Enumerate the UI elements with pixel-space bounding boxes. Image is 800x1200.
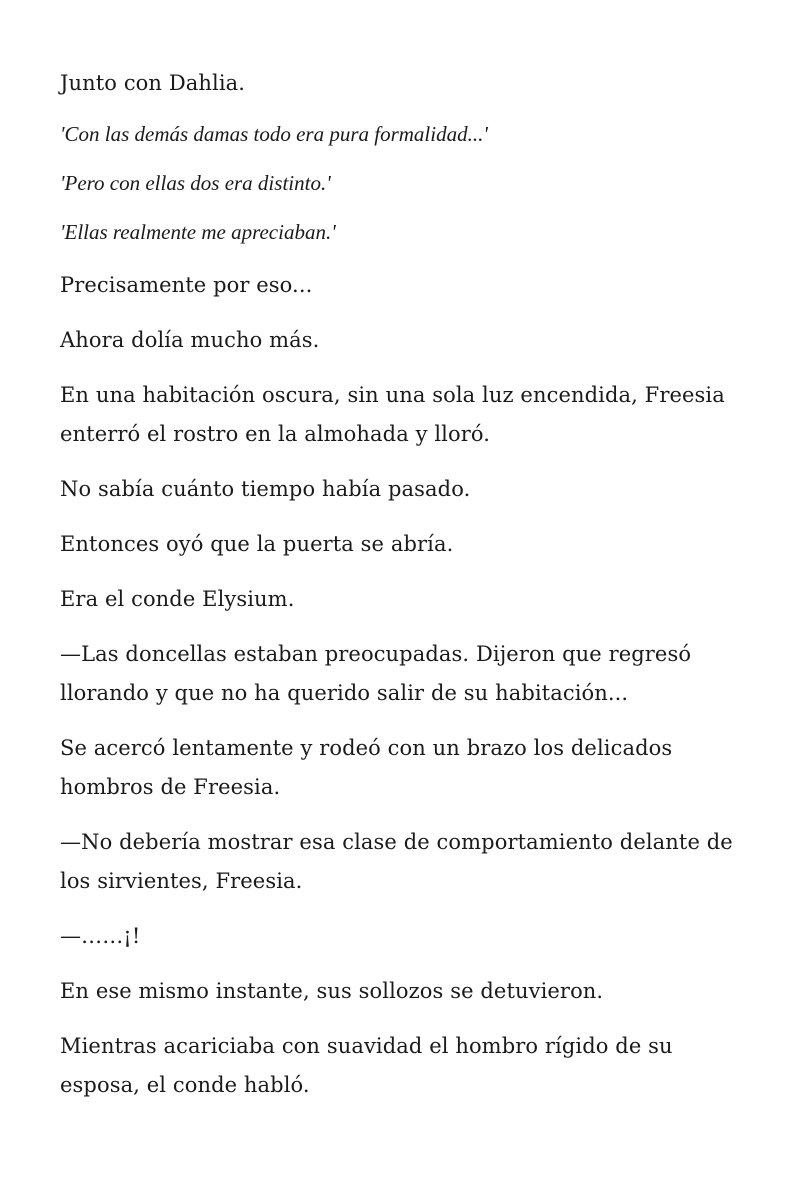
inner-thought: 'Ellas realmente me apreciaban.' (60, 220, 336, 244)
paragraph: Se acercó lentamente y rodeó con un brazo los delicados hombros de Freesia. (60, 736, 673, 799)
paragraph: Junto con Dahlia. (60, 71, 246, 95)
inner-thought: 'Con las demás damas todo era pura formalidad...' (60, 122, 488, 146)
dialogue-paragraph: —Las doncellas estaban preocupadas. Dijeron que regresó llorando y que no ha querido salir de su habitación... (60, 642, 692, 705)
dialogue-paragraph: —……¡! (60, 924, 141, 948)
paragraph: En una habitación oscura, sin una sola luz encendida, Freesia enterró el rostro en la almohada y lloró. (60, 383, 725, 446)
inner-thought: 'Pero con ellas dos era distinto.' (60, 171, 331, 195)
paragraph: Ahora dolía mucho más. (60, 328, 320, 352)
paragraph: Precisamente por eso... (60, 273, 313, 297)
paragraph: Entonces oyó que la puerta se abría. (60, 532, 454, 556)
paragraph: En ese mismo instante, sus sollozos se detuvieron. (60, 979, 604, 1003)
document-page (60, 64, 740, 1121)
paragraph: Era el conde Elysium. (60, 587, 295, 611)
paragraph: Mientras acariciaba con suavidad el hombro rígido de su esposa, el conde habló. (60, 1034, 673, 1097)
dialogue-paragraph: —No debería mostrar esa clase de comportamiento delante de los sirvientes, Freesia. (60, 830, 733, 893)
paragraph: No sabía cuánto tiempo había pasado. (60, 477, 471, 501)
